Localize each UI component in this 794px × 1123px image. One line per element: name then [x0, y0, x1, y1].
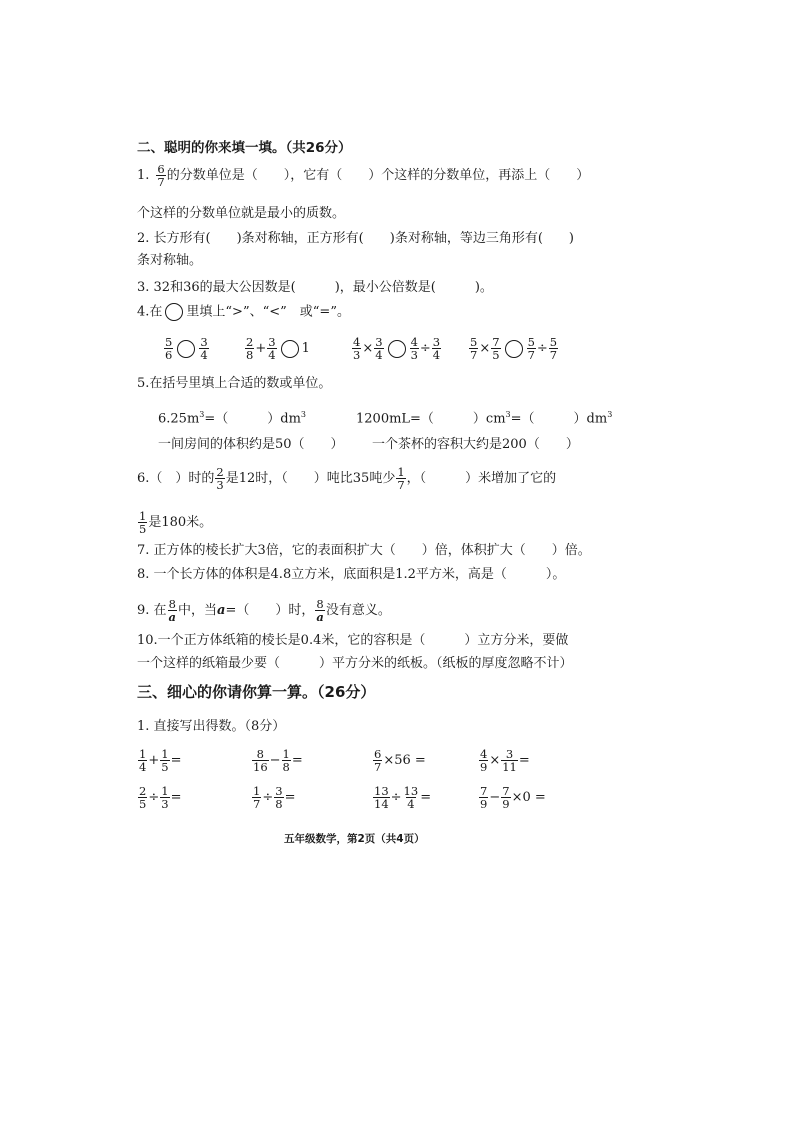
q7: 7. 正方体的棱长扩大3倍，它的表面积扩大（ ）倍，体积扩大（ ）倍。 [137, 543, 591, 558]
compare-circle-icon [165, 303, 183, 321]
compare-circle-icon[interactable] [505, 340, 523, 358]
compare-circle-icon[interactable] [281, 340, 299, 358]
q4-item-b: $\frac{2}{8}$ + $\frac{3}{4}$ 1 [246, 335, 310, 362]
q5-title: 5.在括号里填上合适的数或单位。 [137, 376, 332, 391]
q2-line1: 2. 长方形有( )条对称轴，正方形有( )条对称轴，等边三角形有( ) [137, 231, 574, 246]
q4-item-d: $\frac{5}{7}$ × $\frac{7}{5}$ $\frac{5}{7}$ ÷ $\frac{5}{7}$ [470, 335, 558, 362]
calc-item-g: $\frac{13}{14}$ ÷ $\frac{13}{4}$ = [374, 784, 432, 811]
calc-item-c: $\frac{6}{7}$ ×56 = [374, 747, 426, 774]
q1-line2: 个这样的分数单位就是最小的质数。 [137, 206, 346, 221]
q10-line2: 一个这样的纸箱最少要（ ）平方分米的纸板。（纸板的厚度忽略不计） [137, 656, 573, 671]
compare-circle-icon[interactable] [388, 340, 406, 358]
section3-title: 三、细心的你请你算一算。（26分） [137, 683, 376, 701]
q5-item-b: 1200mL=（ ）$cm^3=$（ ）$dm^3$ [356, 410, 613, 427]
page-footer: 五年级数学，第2页（共4页） [284, 833, 425, 845]
q10-line1: 10.一个正方体纸箱的棱长是0.4米，它的容积是（ ）立方分米，要做 [137, 633, 569, 648]
q3: 3. 32和36的最大公因数是( )，最小公倍数是( )。 [137, 280, 493, 295]
calc-item-h: $\frac{7}{9}$ − $\frac{7}{9}$ ×0 = [480, 784, 546, 811]
fraction: $\frac{6}{7}$ [157, 162, 165, 189]
calc-item-d: $\frac{4}{9}$ × $\frac{3}{11}$ = [480, 747, 530, 774]
q8: 8. 一个长方体的体积是4.8立方米，底面积是1.2平方米，高是（ ）。 [137, 567, 566, 582]
q1-line1: 1. $\frac{6}{7}$ 的分数单位是（ ），它有（ ）个这样的分数单位，再添上（ ） [137, 162, 590, 189]
calc-item-a: $\frac{1}{4}$ + $\frac{1}{5}$ = [139, 747, 182, 774]
q5-item-c: 一间房间的体积约是50（ ） [158, 437, 344, 452]
calc-item-f: $\frac{1}{7}$ ÷ $\frac{3}{8}$ = [253, 784, 296, 811]
q4-item-a: $\frac{5}{6}$ $\frac{3}{4}$ [165, 335, 208, 362]
q6-line1: 6.（ ）时的 $\frac{2}{3}$ 是12时，（ ）吨比35吨少 $\frac{1}{7}$ ，（ ）米增加了它的 [137, 465, 557, 492]
q6-line2: $\frac{1}{5}$ 是180米。 [139, 509, 213, 536]
q4-instruction: 4.在 里填上“>”、“<” 或“=”。 [137, 304, 350, 320]
calc-item-b: $\frac{8}{16}$ − $\frac{1}{8}$ = [253, 747, 303, 774]
q9: 9. 在 $\frac{8}{a}$ 中，当a=（ ）时， $\frac{8}{a}$ 没有意义。 [137, 597, 391, 624]
q2-line2: 条对称轴。 [137, 253, 203, 268]
q5-item-a: $6.25m^3=$（ ）$dm^3$ [158, 410, 307, 427]
calc-item-e: $\frac{2}{5}$ ÷ $\frac{1}{3}$ = [139, 784, 182, 811]
q5-item-d: 一个茶杯的容积大约是200（ ） [372, 437, 579, 452]
q4-item-c: $\frac{4}{3}$ × $\frac{3}{4}$ $\frac{4}{3}$ ÷ $\frac{3}{4}$ [353, 335, 441, 362]
compare-circle-icon[interactable] [177, 340, 195, 358]
s3-q1-title: 1. 直接写出得数。（8分） [137, 719, 286, 734]
section2-title: 二、聪明的你来填一填。（共26分） [137, 140, 352, 156]
